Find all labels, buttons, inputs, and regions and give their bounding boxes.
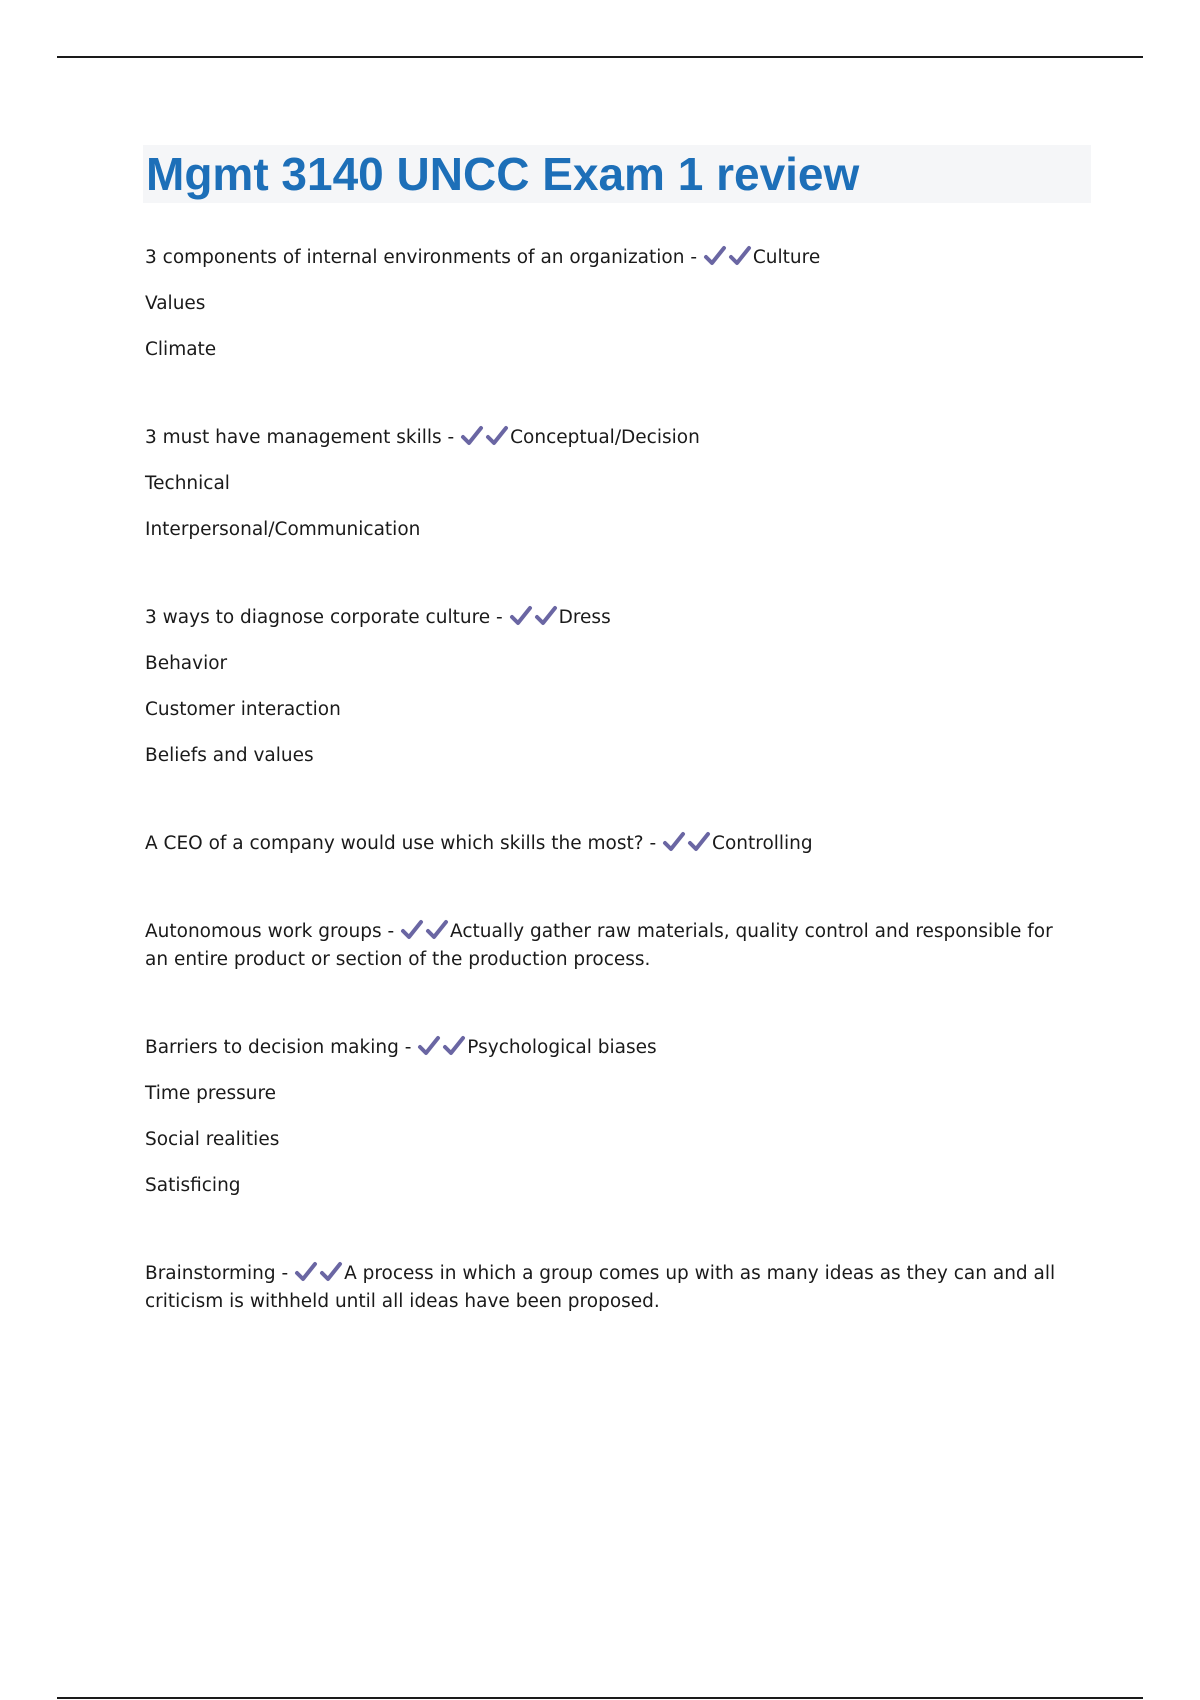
check-mark-icon	[703, 245, 728, 267]
double-check-mark-icon	[703, 244, 753, 272]
flashcard-answer-item: Technical	[145, 473, 230, 494]
flashcard-answer-item: Satisficing	[145, 1175, 241, 1196]
flashcard-answer: Psychological biases	[467, 1037, 657, 1058]
check-mark-icon	[534, 605, 559, 627]
question-separator: -	[275, 1263, 295, 1284]
flashcard-question: A CEO of a company would use which skills the most?	[145, 833, 644, 854]
check-mark-icon	[509, 605, 534, 627]
check-mark-icon	[460, 425, 485, 447]
flashcard-answer-item: Behavior	[145, 653, 228, 674]
flashcard-question: 3 ways to diagnose corporate culture	[145, 607, 491, 628]
question-separator: -	[643, 833, 663, 854]
flashcard-question: Autonomous work groups	[145, 921, 382, 942]
flashcard-question-line	[145, 1260, 1080, 1316]
double-check-mark-icon	[400, 918, 450, 946]
flashcard-answer-item: Climate	[145, 339, 217, 360]
flashcard-question: 3 components of internal environments of an organization	[145, 247, 685, 268]
check-mark-icon	[425, 919, 450, 941]
flashcard-question: 3 must have management skills	[145, 427, 442, 448]
flashcard-answer-item: Social realities	[145, 1129, 280, 1150]
question-separator: -	[398, 1037, 418, 1058]
check-mark-icon	[662, 831, 687, 853]
check-mark-icon	[728, 245, 753, 267]
double-check-mark-icon	[662, 830, 712, 858]
flashcard-answer-item: Time pressure	[145, 1083, 277, 1104]
flashcard-answer: Actually gather raw materials, quality control and responsible for an entire product or section of the production process.	[145, 921, 1053, 970]
check-mark-icon	[485, 425, 510, 447]
question-separator: -	[684, 247, 703, 268]
flashcard-list	[145, 244, 1080, 1316]
flashcard-answer: A process in which a group comes up with as many ideas as they can and all criticism is withheld until all ideas have been proposed.	[145, 1263, 1056, 1312]
question-separator: -	[441, 427, 461, 448]
flashcard-answer-item: Beliefs and values	[145, 745, 314, 766]
document-title: Mgmt 3140 UNCC Exam 1 review	[146, 148, 860, 200]
flashcard-answer-item: Values	[145, 293, 206, 314]
flashcard	[145, 1260, 1080, 1316]
flashcard-question-line	[145, 1034, 1080, 1062]
flashcard-answer: Controlling	[712, 833, 813, 854]
flashcard-question-line	[145, 424, 1080, 452]
flashcard-question-line	[145, 604, 1080, 632]
double-check-mark-icon	[509, 604, 559, 632]
double-check-mark-icon	[294, 1260, 344, 1288]
check-mark-icon	[417, 1035, 442, 1057]
check-mark-icon	[294, 1261, 319, 1283]
check-mark-icon	[400, 919, 425, 941]
flashcard-question-line	[145, 244, 1080, 272]
question-separator: -	[381, 921, 401, 942]
flashcard-answer: Dress	[558, 607, 611, 628]
check-mark-icon	[442, 1035, 467, 1057]
flashcard	[145, 1034, 1080, 1200]
flashcard-answer-item: Interpersonal/Communication	[145, 519, 421, 540]
check-mark-icon	[687, 831, 712, 853]
flashcard-question: Brainstorming	[145, 1263, 276, 1284]
flashcard	[145, 918, 1080, 974]
flashcard	[145, 424, 1080, 544]
top-rule	[57, 56, 1143, 58]
question-separator: -	[490, 607, 509, 628]
bottom-rule	[57, 1697, 1143, 1699]
double-check-mark-icon	[417, 1034, 467, 1062]
flashcard-answer: Conceptual/Decision	[510, 427, 700, 448]
flashcard-question: Barriers to decision making	[145, 1037, 399, 1058]
flashcard	[145, 244, 1080, 364]
flashcard-answer-item: Customer interaction	[145, 699, 341, 720]
flashcard	[145, 830, 1080, 858]
check-mark-icon	[319, 1261, 344, 1283]
flashcard-question-line	[145, 830, 1080, 858]
flashcard-question-line	[145, 918, 1080, 974]
flashcard-answer: Culture	[752, 247, 821, 268]
double-check-mark-icon	[460, 424, 510, 452]
flashcard	[145, 604, 1080, 770]
